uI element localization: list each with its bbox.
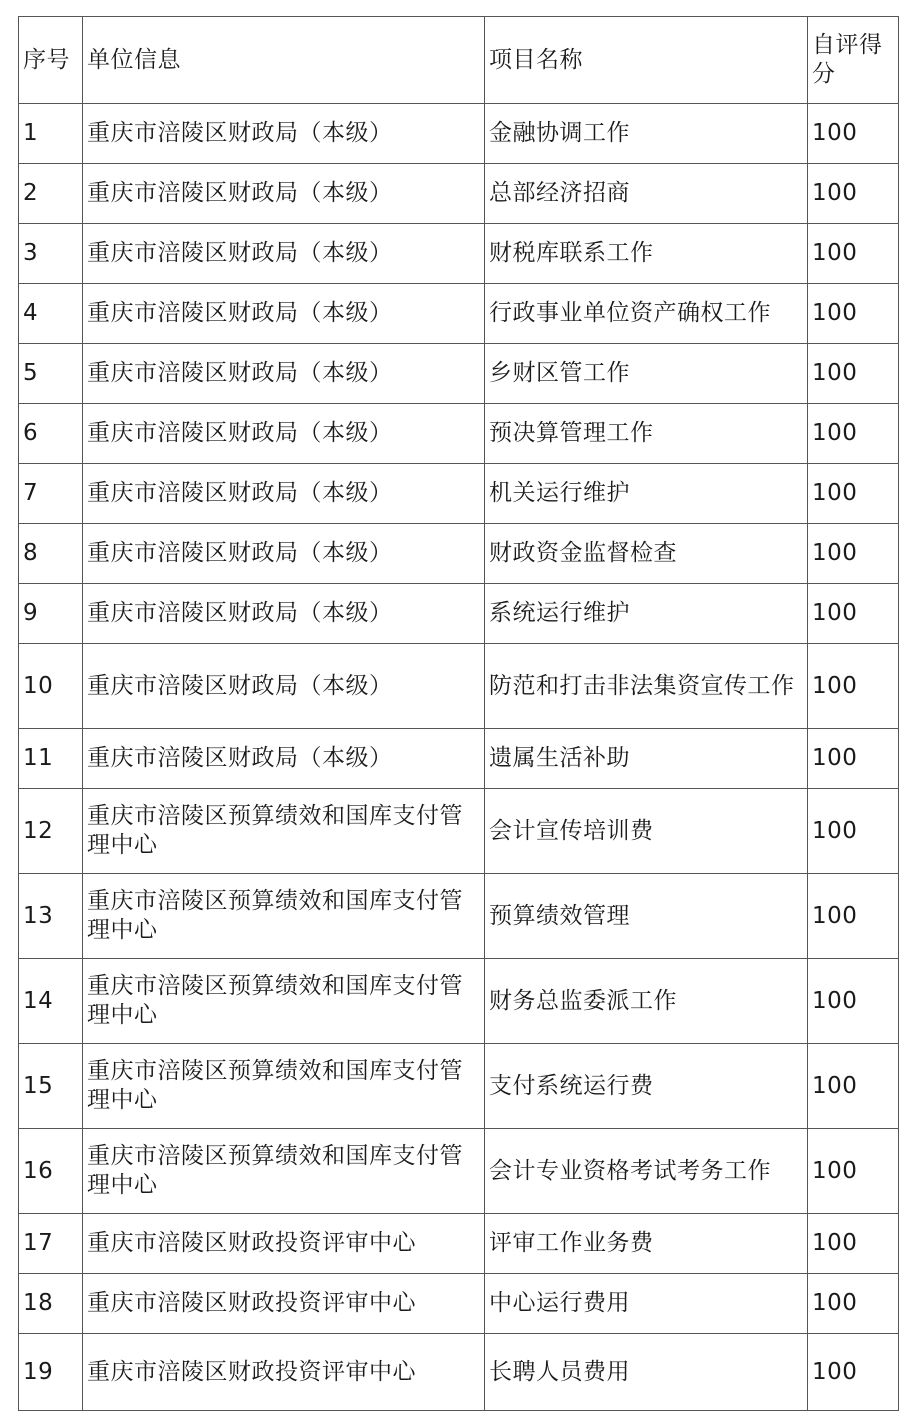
cell-no: 19	[19, 1334, 83, 1411]
cell-unit: 重庆市涪陵区财政局（本级）	[83, 344, 485, 404]
table-row	[19, 284, 899, 344]
cell-no: 5	[19, 344, 83, 404]
cell-unit: 重庆市涪陵区财政投资评审中心	[83, 1274, 485, 1334]
cell-unit: 重庆市涪陵区财政局（本级）	[83, 224, 485, 284]
cell-project: 会计专业资格考试考务工作	[485, 1129, 808, 1214]
cell-score: 100	[808, 284, 899, 344]
cell-no: 1	[19, 104, 83, 164]
table-row	[19, 164, 899, 224]
cell-unit: 重庆市涪陵区财政局（本级）	[83, 644, 485, 729]
cell-no: 7	[19, 464, 83, 524]
cell-score: 100	[808, 464, 899, 524]
header-no: 序号	[19, 17, 83, 104]
table-row	[19, 524, 899, 584]
cell-no: 17	[19, 1214, 83, 1274]
table-row	[19, 1129, 899, 1214]
table-row	[19, 1044, 899, 1129]
table-row	[19, 1214, 899, 1274]
cell-project: 会计宣传培训费	[485, 789, 808, 874]
table-row	[19, 224, 899, 284]
cell-no: 14	[19, 959, 83, 1044]
cell-unit: 重庆市涪陵区预算绩效和国库支付管理中心	[83, 1044, 485, 1129]
cell-score: 100	[808, 874, 899, 959]
cell-no: 4	[19, 284, 83, 344]
cell-no: 3	[19, 224, 83, 284]
table-row	[19, 344, 899, 404]
cell-no: 8	[19, 524, 83, 584]
table-header-row	[19, 17, 899, 104]
header-score: 自评得分	[808, 17, 899, 104]
cell-unit: 重庆市涪陵区财政局（本级）	[83, 164, 485, 224]
cell-score: 100	[808, 1129, 899, 1214]
table-row	[19, 104, 899, 164]
table-row	[19, 729, 899, 789]
table-row	[19, 404, 899, 464]
cell-project: 乡财区管工作	[485, 344, 808, 404]
cell-no: 6	[19, 404, 83, 464]
cell-unit: 重庆市涪陵区财政局（本级）	[83, 524, 485, 584]
cell-no: 10	[19, 644, 83, 729]
cell-score: 100	[808, 584, 899, 644]
table-row	[19, 584, 899, 644]
cell-unit: 重庆市涪陵区预算绩效和国库支付管理中心	[83, 1129, 485, 1214]
cell-score: 100	[808, 1274, 899, 1334]
cell-no: 12	[19, 789, 83, 874]
cell-no: 2	[19, 164, 83, 224]
cell-project: 财税库联系工作	[485, 224, 808, 284]
cell-project: 机关运行维护	[485, 464, 808, 524]
cell-project: 中心运行费用	[485, 1274, 808, 1334]
cell-no: 11	[19, 729, 83, 789]
table-row	[19, 1274, 899, 1334]
cell-project: 预决算管理工作	[485, 404, 808, 464]
cell-project: 支付系统运行费	[485, 1044, 808, 1129]
cell-unit: 重庆市涪陵区财政局（本级）	[83, 104, 485, 164]
cell-score: 100	[808, 224, 899, 284]
cell-no: 15	[19, 1044, 83, 1129]
table-row	[19, 1334, 899, 1411]
table-row	[19, 644, 899, 729]
evaluation-table	[18, 16, 899, 1411]
cell-project: 财务总监委派工作	[485, 959, 808, 1044]
cell-unit: 重庆市涪陵区财政局（本级）	[83, 464, 485, 524]
table-row	[19, 464, 899, 524]
cell-unit: 重庆市涪陵区预算绩效和国库支付管理中心	[83, 959, 485, 1044]
cell-project: 金融协调工作	[485, 104, 808, 164]
cell-project: 预算绩效管理	[485, 874, 808, 959]
cell-unit: 重庆市涪陵区财政局（本级）	[83, 584, 485, 644]
cell-project: 评审工作业务费	[485, 1214, 808, 1274]
cell-score: 100	[808, 959, 899, 1044]
cell-score: 100	[808, 164, 899, 224]
cell-score: 100	[808, 644, 899, 729]
cell-score: 100	[808, 1214, 899, 1274]
cell-score: 100	[808, 104, 899, 164]
cell-project: 总部经济招商	[485, 164, 808, 224]
table-row	[19, 789, 899, 874]
cell-unit: 重庆市涪陵区财政局（本级）	[83, 284, 485, 344]
evaluation-table-container	[18, 16, 899, 1411]
cell-no: 9	[19, 584, 83, 644]
cell-unit: 重庆市涪陵区财政投资评审中心	[83, 1334, 485, 1411]
cell-project: 防范和打击非法集资宣传工作	[485, 644, 808, 729]
cell-unit: 重庆市涪陵区预算绩效和国库支付管理中心	[83, 874, 485, 959]
cell-unit: 重庆市涪陵区财政局（本级）	[83, 729, 485, 789]
cell-project: 长聘人员费用	[485, 1334, 808, 1411]
cell-unit: 重庆市涪陵区财政投资评审中心	[83, 1214, 485, 1274]
header-project: 项目名称	[485, 17, 808, 104]
cell-project: 系统运行维护	[485, 584, 808, 644]
cell-no: 16	[19, 1129, 83, 1214]
cell-unit: 重庆市涪陵区预算绩效和国库支付管理中心	[83, 789, 485, 874]
table-row	[19, 959, 899, 1044]
cell-project: 遗属生活补助	[485, 729, 808, 789]
cell-score: 100	[808, 404, 899, 464]
cell-unit: 重庆市涪陵区财政局（本级）	[83, 404, 485, 464]
header-unit: 单位信息	[83, 17, 485, 104]
cell-score: 100	[808, 1044, 899, 1129]
table-row	[19, 874, 899, 959]
cell-score: 100	[808, 344, 899, 404]
cell-score: 100	[808, 789, 899, 874]
cell-project: 财政资金监督检查	[485, 524, 808, 584]
cell-score: 100	[808, 729, 899, 789]
cell-no: 18	[19, 1274, 83, 1334]
cell-no: 13	[19, 874, 83, 959]
cell-project: 行政事业单位资产确权工作	[485, 284, 808, 344]
cell-score: 100	[808, 524, 899, 584]
cell-score: 100	[808, 1334, 899, 1411]
